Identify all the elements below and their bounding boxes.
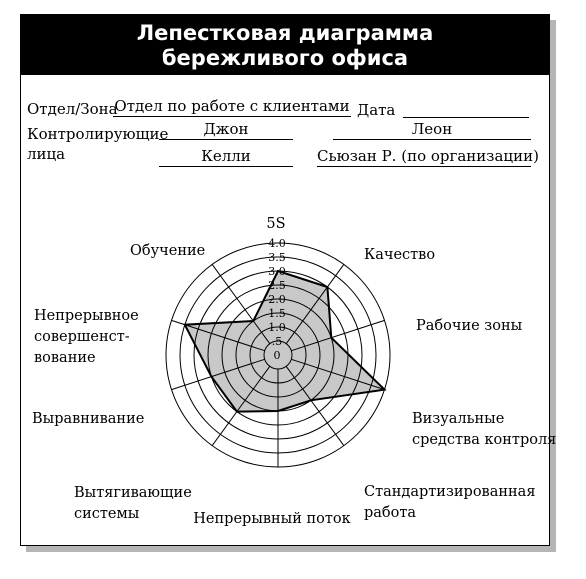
tick-label: 1.5	[268, 307, 286, 320]
title-line-2: бережливого офиса	[161, 46, 409, 70]
tick-label: 4.0	[268, 237, 286, 250]
axis-label: Непрерывный поток	[193, 511, 351, 527]
tick-label: 3.5	[268, 251, 286, 264]
dept-field[interactable]: Отдел по работе с клиентами	[114, 97, 350, 115]
controllers-label-line2: лица	[27, 145, 66, 163]
tick-label: 1.0	[268, 321, 286, 334]
controller-field-2[interactable]: Леон	[333, 120, 531, 140]
tick-label: .5	[271, 335, 283, 348]
controllers-label-line1: Контролирующие	[27, 125, 169, 143]
controller-field-4[interactable]: Сьюзан Р. (по организации)	[317, 147, 539, 165]
axis-label: Выравнивание	[32, 411, 145, 427]
controller-field-3[interactable]: Келли	[159, 147, 293, 167]
axis-label: Визуальные средства контроля	[412, 411, 557, 448]
axis-label: Рабочие зоны	[416, 318, 523, 334]
axis-label: Стандартизированная работа	[364, 484, 536, 521]
tick-label: 3.0	[268, 265, 286, 278]
axis-label: Обучение	[130, 243, 206, 259]
dept-label: Отдел/Зона	[27, 100, 118, 118]
tick-label: 0	[273, 349, 281, 362]
date-label: Дата	[357, 101, 396, 119]
axis-label: 5S	[266, 216, 286, 232]
axis-label: Непрерывное совершенст-вование	[34, 308, 139, 366]
title-line-1: Лепестковая диаграмма	[136, 21, 434, 45]
tick-label: 2.5	[268, 279, 286, 292]
tick-label: 2.0	[268, 293, 286, 306]
axis-label: Вытягивающие системы	[74, 485, 192, 522]
controller-field-1[interactable]: Джон	[159, 120, 293, 140]
axis-label: Качество	[364, 247, 436, 263]
